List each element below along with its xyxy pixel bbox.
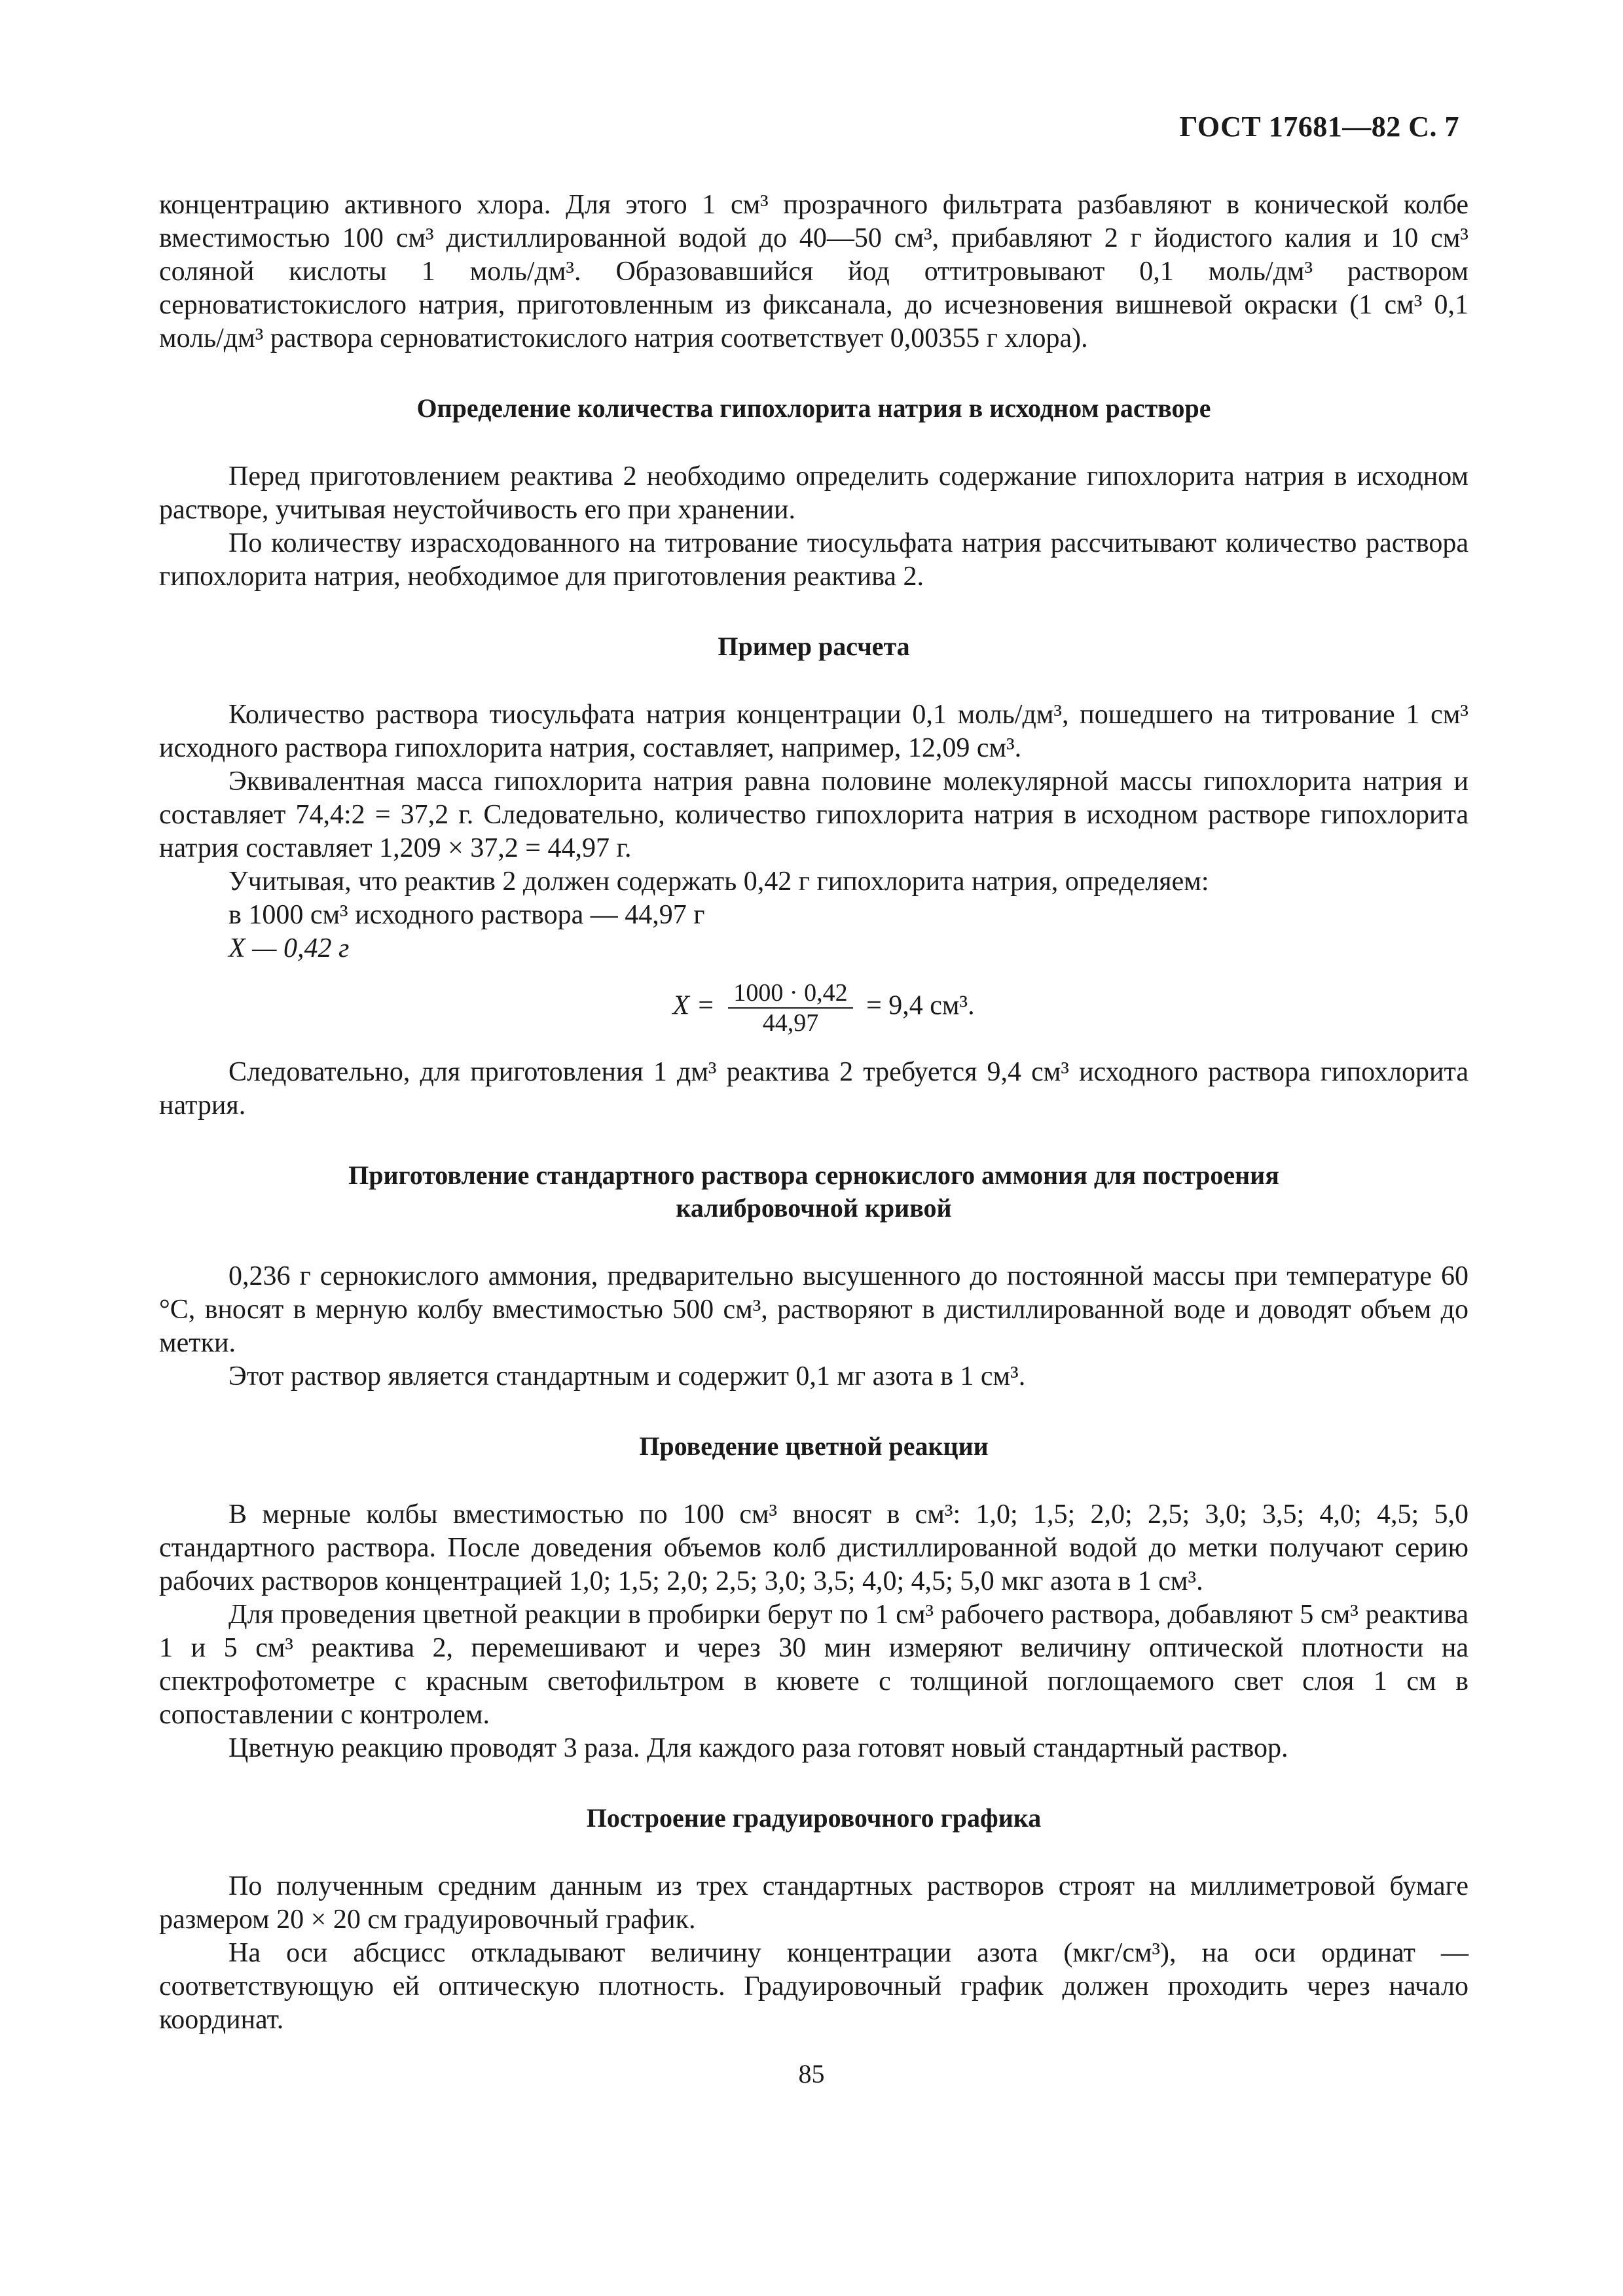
formula-fraction	[728, 978, 852, 1037]
formula	[159, 978, 1468, 1037]
paragraph-7: Следовательно, для приготовления 1 дм³ реактива 2 требуется 9,4 см³ исходного раствора гипохлорита натрия.	[159, 1057, 1468, 1121]
heading-standard-solution-line-1: Приготовление стандартного раствора сернокислого аммония для построения	[348, 1160, 1279, 1190]
paragraph-9: Этот раствор является стандартным и содержит 0,1 мг азота в 1 см³.	[228, 1361, 1026, 1391]
heading-color-reaction: Проведение цветной реакции	[639, 1431, 989, 1461]
formula-denominator: 44,97	[762, 1009, 819, 1037]
heading-standard-solution-line-2: калибровочной кривой	[676, 1193, 952, 1223]
formula-numerator: 1000 · 0,42	[728, 978, 852, 1009]
formula-lhs: X =	[672, 990, 715, 1021]
formula-rhs: = 9,4 см³.	[866, 990, 975, 1021]
paragraph-1: концентрацию активного хлора. Для этого 1 см³ прозрачного фильтрата разбавляют в конической колбе вместимостью 100 см³ дистиллированной водой до 40—50 см³, прибавляют 2 г йодистого калия и 10 см³ соляной кислоты 1 моль/дм³. Образовавшийся йод оттитровывают 0,1 моль/дм³ раствором серноватистокислого натрия, приготовленным из фиксанала, до исчезновения вишневой окраски (1 см³ 0,1 моль/дм³ раствора серноватистокислого натрия соответствует 0,00355 г хлора).	[159, 190, 1468, 353]
proportion-line-2: X — 0,42 г	[228, 933, 350, 963]
paragraph-11: Для проведения цветной реакции в пробирки берут по 1 см³ рабочего раствора, добавляют 5 см³ реактива 1 и 5 см³ реактива 2, перемешивают и через 30 мин измеряют величину оптической плотности на спектрофотометре с красным светофильтром в кювете с толщиной поглощаемого свет слоя 1 см в сопоставлении с контролем.	[159, 1600, 1468, 1730]
paragraph-3: По количеству израсходованного на титрование тиосульфата натрия рассчитывают количество раствора гипохлорита натрия, необходимое для приготовления реактива 2.	[159, 528, 1468, 592]
paragraph-4: Количество раствора тиосульфата натрия концентрации 0,1 моль/дм³, пошедшего на титрование 1 см³ исходного раствора гипохлорита натрия, составляет, например, 12,09 см³.	[159, 700, 1468, 763]
paragraph-8: 0,236 г сернокислого аммония, предварительно высушенного до постоянной массы при температуре 60 °С, вносят в мерную колбу вместимостью 500 см³, растворяют в дистиллированной воде и доводят объем до метки.	[159, 1261, 1468, 1358]
paragraph-5: Эквивалентная масса гипохлорита натрия равна половине молекулярной массы гипохлорита натрия и составляет 74,4:2 = 37,2 г. Следовательно, количество гипохлорита натрия в исходном растворе гипохлорита натрия составляет 1,209 × 37,2 = 44,97 г.	[159, 766, 1468, 863]
proportion-line-1: в 1000 см³ исходного раствора — 44,97 г	[228, 900, 705, 930]
page-header: ГОСТ 17681—82 С. 7	[1179, 111, 1459, 143]
paragraph-6: Учитывая, что реактив 2 должен содержать 0,42 г гипохлорита натрия, определяем:	[228, 867, 1209, 897]
document-body	[159, 188, 1468, 2037]
heading-calculation-example: Пример расчета	[718, 632, 910, 661]
paragraph-12: Цветную реакцию проводят 3 раза. Для каждого раза готовят новый стандартный раствор.	[228, 1733, 1288, 1763]
paragraph-10: В мерные колбы вместимостью по 100 см³ вносят в см³: 1,0; 1,5; 2,0; 2,5; 3,0; 3,5; 4,0; 4,5; 5,0 стандартного раствора. После доведения объемов колб дистиллированной водой до метки получают серию рабочих растворов концентрацией 1,0; 1,5; 2,0; 2,5; 3,0; 3,5; 4,0; 4,5; 5,0 мкг азота в 1 см³.	[159, 1499, 1468, 1596]
heading-calibration-graph: Построение градуировочного графика	[586, 1803, 1042, 1833]
paragraph-14: На оси абсцисс откладывают величину концентрации азота (мкг/см³), на оси ординат — соответствующую ей оптическую плотность. Градуировочный график должен проходить через начало координат.	[159, 1938, 1468, 2035]
heading-sodium-hypochlorite-amount: Определение количества гипохлорита натрия в исходном растворе	[416, 393, 1211, 423]
paragraph-2: Перед приготовлением реактива 2 необходимо определить содержание гипохлорита натрия в исходном растворе, учитывая неустойчивость его при хранении.	[159, 461, 1468, 525]
paragraph-13: По полученным средним данным из трех стандартных растворов строят на миллиметровой бумаге размером 20 × 20 см градуировочный график.	[159, 1871, 1468, 1935]
page-number: 85	[798, 2059, 825, 2089]
